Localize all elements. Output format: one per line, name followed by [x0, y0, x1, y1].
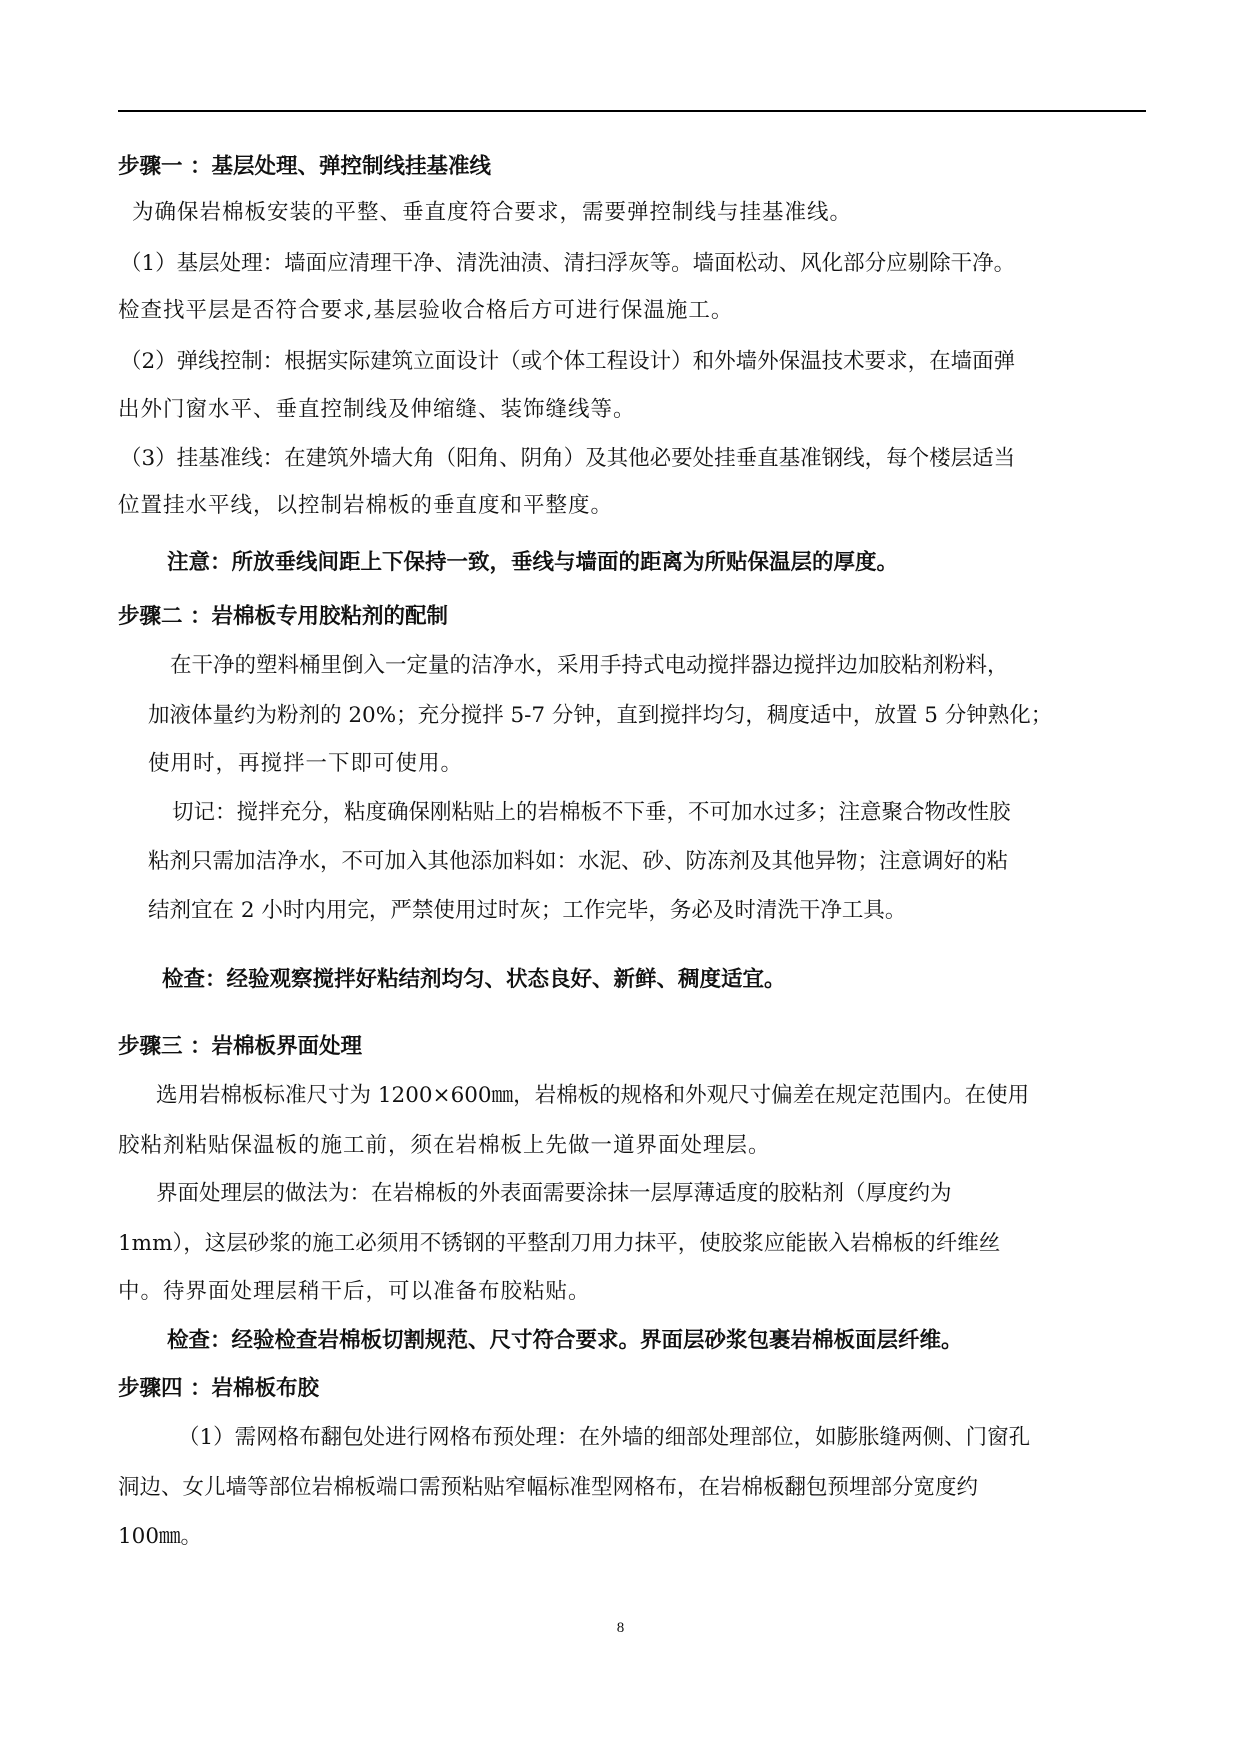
step-4-line-1: （1）需网格布翻包处进行网格布预处理：在外墙的细部处理部位，如膨胀缝两侧、门窗孔 — [178, 1425, 1031, 1450]
header-rule — [118, 110, 1146, 112]
step-3-heading: 步骤三 ：岩棉板界面处理 — [118, 1034, 362, 1059]
step-2-line-5: 粘剂只需加洁净水，不可加入其他添加料如：水泥、砂、防冻剂及其他异物；注意调好的粘 — [148, 849, 1009, 874]
step-3-line-4: 1mm），这层砂浆的施工必须用不锈钢的平整刮刀用力抹平，使胶浆应能嵌入岩棉板的纤维丝 — [118, 1231, 1001, 1256]
step-1-line-7: 位置挂水平线，以控制岩棉板的垂直度和平整度。 — [118, 493, 614, 518]
step-3-line-2: 胶粘剂粘贴保温板的施工前，须在岩棉板上先做一道界面处理层。 — [118, 1133, 771, 1158]
step-2-line-3: 使用时，再搅拌一下即可使用。 — [148, 751, 464, 776]
step-4-line-3: 100㎜。 — [118, 1524, 203, 1549]
step-1-line-3: 检查找平层是否符合要求,基层验收合格后方可进行保温施工。 — [118, 298, 734, 323]
step-3-line-3: 界面处理层的做法为：在岩棉板的外表面需要涂抹一层厚薄适度的胶粘剂（厚度约为 — [156, 1181, 952, 1206]
page-number: 8 — [616, 1620, 625, 1636]
step-4-heading: 步骤四 ：岩棉板布胶 — [118, 1376, 319, 1401]
step-3-line-5: 中。待界面处理层稍干后，可以准备布胶粘贴。 — [118, 1279, 591, 1304]
step-2-note: 检查：经验观察搅拌好粘结剂均匀、状态良好、新鲜、稠度适宜。 — [162, 967, 786, 992]
step-4-line-2: 洞边、女儿墙等部位岩棉板端口需预粘贴窄幅标准型网格布，在岩棉板翻包预埋部分宽度约 — [118, 1475, 979, 1500]
step-2-line-4: 切记：搅拌充分，粘度确保刚粘贴上的岩棉板不下垂，不可加水过多；注意聚合物改性胶 — [172, 800, 1011, 825]
step-1-line-5: 出外门窗水平、垂直控制线及伸缩缝、装饰缝线等。 — [118, 397, 636, 422]
step-2-heading: 步骤二 ：岩棉板专用胶粘剂的配制 — [118, 604, 448, 629]
step-3-line-1: 选用岩棉板标准尺寸为 1200×600㎜，岩棉板的规格和外观尺寸偏差在规定范围内。在使用 — [156, 1083, 1030, 1108]
step-1-line-1: 为确保岩棉板安装的平整、垂直度符合要求，需要弹控制线与挂基准线。 — [132, 200, 853, 225]
step-1-line-6: （3）挂基准线：在建筑外墙大角（阳角、阴角）及其他必要处挂垂直基准钢线，每个楼层适当 — [120, 446, 1016, 471]
step-2-line-2: 加液体量约为粉剂的 20%；充分搅拌 5-7 分钟，直到搅拌均匀，稠度适中，放置 5 分钟熟化； — [148, 703, 1053, 728]
step-3-note: 检查：经验检查岩棉板切割规范、尺寸符合要求。界面层砂浆包裹岩棉板面层纤维。 — [167, 1328, 963, 1353]
step-1-line-2: （1）基层处理：墙面应清理干净、清洗油渍、清扫浮灰等。墙面松动、风化部分应剔除干净。 — [120, 251, 1016, 276]
step-2-line-6: 结剂宜在 2 小时内用完，严禁使用过时灰；工作完毕，务必及时清洗干净工具。 — [148, 898, 907, 923]
step-1-note: 注意：所放垂线间距上下保持一致，垂线与墙面的距离为所贴保温层的厚度。 — [167, 550, 899, 575]
step-1-line-4: （2）弹线控制：根据实际建筑立面设计（或个体工程设计）和外墙外保温技术要求，在墙面弹 — [120, 349, 1016, 374]
step-2-line-1: 在干净的塑料桶里倒入一定量的洁净水，采用手持式电动搅拌器边搅拌边加胶粘剂粉料， — [170, 653, 1009, 678]
step-1-heading: 步骤一 ：基层处理、弹控制线挂基准线 — [118, 154, 491, 179]
